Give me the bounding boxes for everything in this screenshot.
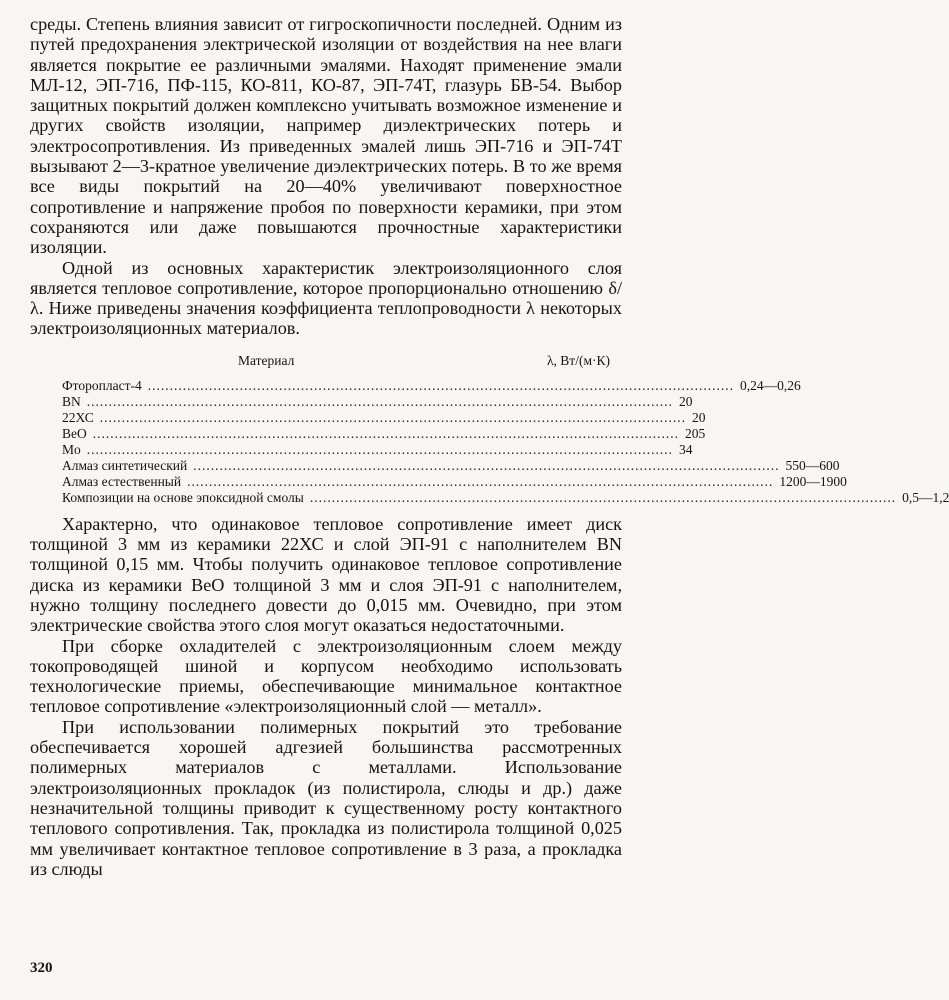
paragraph-2: Одной из основных характеристик электроизоляционного слоя является тепловое сопротивление, которое пропорционально отношению δ/λ. Ниже приведены значения коэффициента теплопроводности λ некоторых электроизоляционных материалов.	[30, 257, 622, 339]
page-body	[30, 14, 949, 879]
table-header	[30, 353, 622, 369]
page-number: 320	[30, 960, 53, 976]
table-row: BeO ...................................................................................................................................... 205	[62, 425, 706, 441]
header-material: Материал	[238, 352, 295, 368]
paragraph-4: При сборке охладителей с электроизоляционным слоем между токопроводящей шиной и корпусом необходимо использовать технологические приемы, обеспечивающие минимальное контактное тепловое сопротивление «электроизоляционный слой — металл».	[30, 635, 622, 717]
paragraph-5: При использовании полимерных покрытий это требование обеспечивается хорошей адгезией большинства рассмотренных полимерных материалов с металлами. Использование электроизоляционных прокладок (из полистирола, слюды и др.) даже незначительной толщины приводит к существенному росту контактного теплового сопротивления. Так, прокладка из полистирола толщиной 0,025 мм увеличивает контактное тепловое сопротивление в 3 раза, а прокладка из слюды	[30, 716, 622, 879]
paragraph-3: Характерно, что одинаковое тепловое сопротивление имеет диск толщиной 3 мм из керамики 22ХС и слой ЭП-91 с наполнителем BN толщиной 0,15 мм. Чтобы получить одинаковое тепловое сопротивление диска из керамики BeO толщиной 3 мм и слоя ЭП-91 с наполнителем, нужно толщину последнего довести до 0,015 мм. Очевидно, при этом электрические свойства этого слоя могут оказаться недостаточными.	[30, 513, 622, 636]
table-row: Фторопласт-4 ...................................................................................................................................... 0,24—0,26	[62, 377, 801, 393]
table-row: BN ...................................................................................................................................... 20	[62, 393, 693, 409]
paragraph-1: среды. Степень влияния зависит от гигроскопичности последней. Одним из путей предохранения электрической изоляции от воздействия на нее влаги является покрытие ее различными эмалями. Находят применение эмали МЛ-12, ЭП-716, ПФ-115, КО-811, КО-87, ЭП-74Т, глазурь БВ-54. Выбор защитных покрытий должен комплексно учитывать возможное изменение и других свойств изоляции, например диэлектрических потерь и электросопротивления. Из приведенных эмалей лишь ЭП-716 и ЭП-74Т вызывают 2—3-кратное увеличение диэлектрических потерь. В то же время все виды покрытий на 20—40% увеличивают поверхностное сопротивление и напряжение пробоя по поверхности керамики, при этом сохраняются или даже повышаются прочностные характеристики изоляции.	[30, 14, 622, 258]
table-row: Алмаз естественный ...................................................................................................................................... 1200—1900	[62, 473, 847, 489]
table-row: 22ХС ...................................................................................................................................... 20	[62, 409, 706, 425]
table-row: Алмаз синтетический ...................................................................................................................................... 550—600	[62, 457, 840, 473]
header-unit: λ, Вт/(м·К)	[547, 352, 610, 368]
thermal-conductivity-table	[30, 352, 949, 506]
table-row: Mo ...................................................................................................................................... 34	[62, 441, 693, 457]
table-row: Композиции на основе эпоксидной смолы ...................................................................................................................................... 0,5—1,2	[62, 489, 949, 505]
